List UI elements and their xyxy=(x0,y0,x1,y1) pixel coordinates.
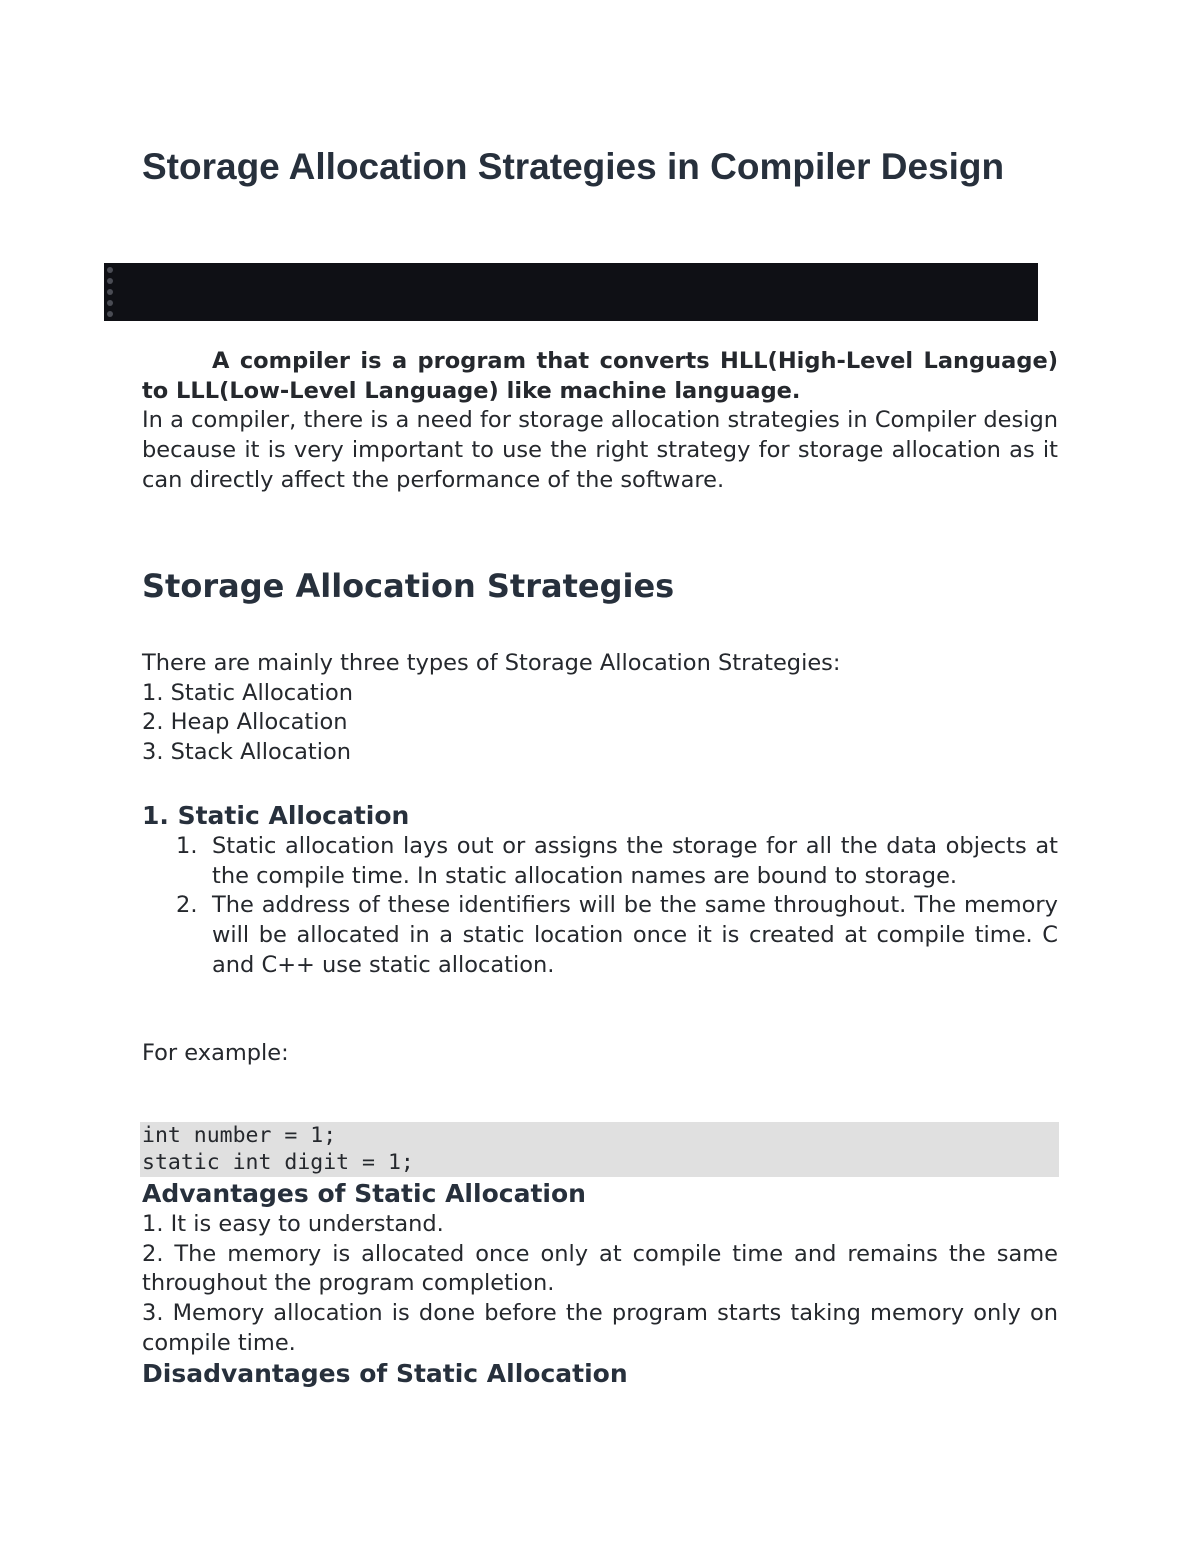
banner-dot xyxy=(107,311,113,317)
list-item: 3. Memory allocation is done before the program starts taking memory only on compile time. xyxy=(142,1300,1058,1356)
list-item: 2. Heap Allocation xyxy=(142,709,348,736)
page-title: Storage Allocation Strategies in Compiler Design xyxy=(142,146,1005,187)
code-line: static int digit = 1; xyxy=(142,1150,414,1175)
banner-dot xyxy=(107,300,113,306)
section-heading: Storage Allocation Strategies xyxy=(142,567,675,605)
list-number: 1. xyxy=(176,833,198,859)
list-item: 2. The memory is allocated once only at compile time and remains the same throughout the program completion. xyxy=(142,1240,1058,1297)
dark-banner xyxy=(104,263,1038,321)
list-text: The address of these identifiers will be the same throughout. The memory will be allocated in a static location once it is created at compile time. C and C++ use static allocation. xyxy=(212,892,1058,978)
list-item xyxy=(142,891,1058,980)
list-number: 2. xyxy=(176,892,198,919)
code-line: int number = 1; xyxy=(142,1123,337,1148)
list-text: Static allocation lays out or assigns the storage for all the data objects at the compile time. In static allocation names are bound to storage. xyxy=(212,833,1058,889)
banner-dot xyxy=(107,289,113,295)
types-list xyxy=(142,649,1058,768)
static-points-list xyxy=(142,832,1058,981)
intro-lead: A compiler is a program that converts HLL(High-Level Language) to LLL(Low-Level Language) like machine language. xyxy=(142,348,1058,404)
list-item xyxy=(142,832,1058,891)
static-allocation-heading: 1. Static Allocation xyxy=(142,801,410,830)
advantages-list xyxy=(142,1210,1058,1359)
example-label: For example: xyxy=(142,1040,289,1066)
list-item: 1. It is easy to understand. xyxy=(142,1211,444,1237)
advantages-heading: Advantages of Static Allocation xyxy=(142,1179,586,1208)
intro-rest: In a compiler, there is a need for storage allocation strategies in Compiler design because it is very important to use the right strategy for storage allocation as it can directly affect the performance of the software. xyxy=(142,407,1058,493)
code-block xyxy=(140,1122,1059,1177)
list-item: 1. Static Allocation xyxy=(142,679,354,706)
disadvantages-heading: Disadvantages of Static Allocation xyxy=(142,1359,628,1388)
types-intro: There are mainly three types of Storage Allocation Strategies: xyxy=(142,650,841,676)
list-item: 3. Stack Allocation xyxy=(142,739,351,766)
banner-dot xyxy=(107,267,113,273)
intro-paragraph xyxy=(142,347,1058,496)
banner-dot xyxy=(107,278,113,284)
